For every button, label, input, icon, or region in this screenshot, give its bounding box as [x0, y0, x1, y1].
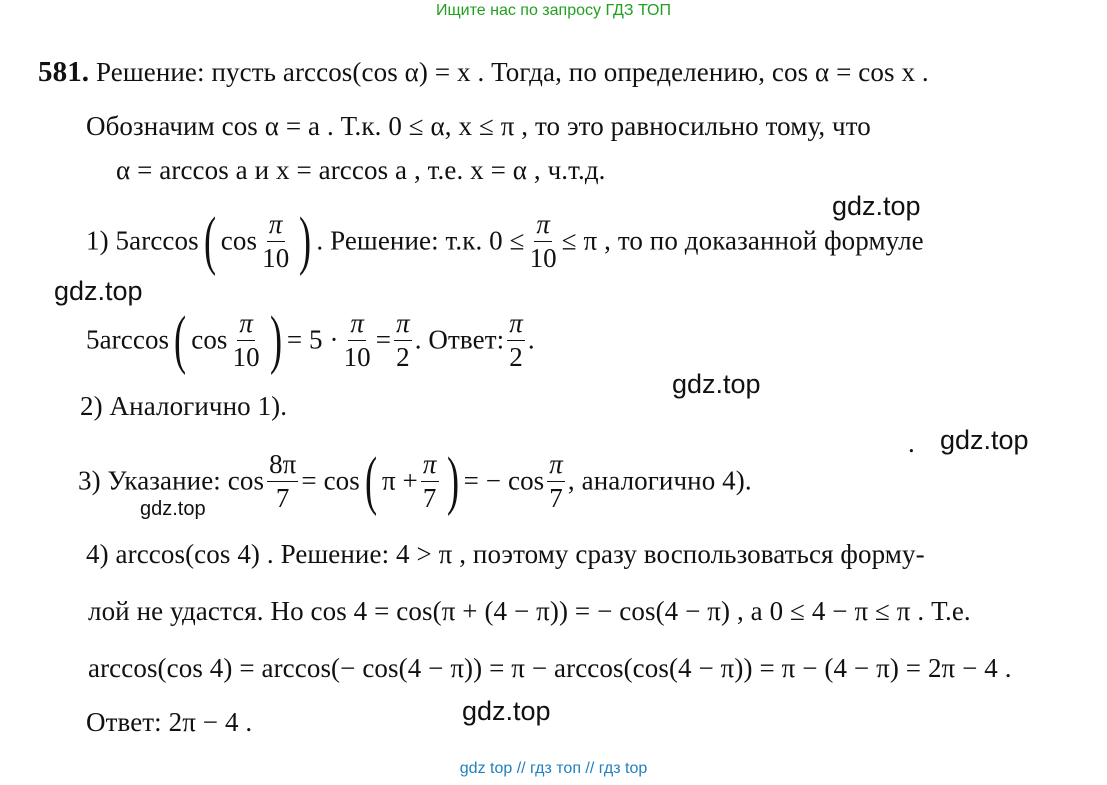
fraction-numerator: π [534, 210, 552, 241]
item-3-text-d: = − cos [463, 465, 545, 496]
item-3-text-e: , аналогично 4). [567, 465, 752, 496]
fraction-pi-over-2 [507, 309, 525, 371]
fraction-8pi-over-7 [267, 450, 298, 512]
fraction-pi-over-7 [421, 450, 439, 512]
item-1-cos: cos [220, 225, 258, 256]
item-4-line-3: arccos(cos 4) = arccos(− cos(4 − π)) = π − arccos(cos(4 − π)) = π − (4 − π) = 2π − 4 . [88, 653, 1012, 683]
fraction-pi-over-10 [528, 210, 559, 272]
fraction-numerator: π [547, 450, 565, 481]
left-paren: ( [174, 303, 187, 376]
answer-line: Ответ: 2π − 4 . [86, 707, 253, 737]
fraction-pi-over-7 [547, 450, 565, 512]
fraction-denominator: 2 [396, 341, 410, 372]
left-paren: ( [364, 444, 377, 517]
fraction-numerator: 8π [267, 450, 298, 481]
fraction-denominator: 7 [275, 482, 290, 513]
fraction-pi-over-2 [394, 309, 412, 371]
fraction-denominator: 10 [343, 341, 371, 372]
watermark-6: gdz.top [462, 696, 551, 726]
fraction-numerator: π [267, 210, 285, 241]
footer-links[interactable]: gdz top // гдз топ // гдз top [459, 760, 648, 777]
right-paren: ) [299, 204, 312, 277]
fraction-denominator: 2 [509, 341, 523, 372]
fraction-numerator: π [237, 309, 255, 340]
fraction-numerator: π [421, 450, 439, 481]
right-paren: ) [269, 303, 282, 376]
item-3-text-b: = cos [301, 465, 360, 496]
fraction-pi-over-10 [260, 210, 291, 272]
item-1-text-a: 1) 5arccos [86, 225, 199, 256]
watermark-1: gdz.top [832, 191, 921, 221]
right-paren: ) [446, 444, 459, 517]
problem-line-2: Обозначим cos α = a . Т.к. 0 ≤ α, x ≤ π , то это равносильно тому, что [86, 111, 871, 141]
watermark-5: gdz.top [140, 498, 206, 520]
problem-number: 581. [38, 56, 90, 88]
item-1-eq-a: 5arccos [86, 324, 170, 355]
item-3-text-a: 3) Указание: cos [78, 465, 265, 496]
left-paren: ( [203, 204, 216, 277]
item-1-text-b: . Решение: т.к. 0 ≤ [316, 225, 525, 256]
fraction-denominator: 10 [232, 341, 260, 372]
fraction-numerator: π [507, 309, 525, 340]
problem-intro-text: Решение: пусть arccos(cos α) = x . Тогда, по определению, cos α = cos x . [96, 57, 929, 87]
stray-dot: . [908, 428, 915, 458]
watermark-3: gdz.top [672, 369, 761, 399]
fraction-numerator: π [394, 309, 412, 340]
item-1-text-c: ≤ π , то по доказанной формуле [561, 225, 924, 256]
item-1-equation [86, 303, 535, 376]
item-3-text-c: π + [381, 465, 418, 496]
watermark-2: gdz.top [54, 276, 143, 306]
fraction-denominator: 10 [529, 242, 557, 273]
fraction-pi-over-10 [342, 309, 373, 371]
fraction-denominator: 7 [549, 482, 563, 513]
item-1-eq-b: = 5 · [286, 324, 339, 355]
item-1-eq-e: . [527, 324, 535, 355]
problem-intro-line [38, 58, 929, 87]
problem-line-3: α = arccos a и x = arccos a , т.е. x = α , ч.т.д. [116, 155, 606, 185]
item-2-line: 2) Аналогично 1). [80, 391, 288, 421]
watermark-4: gdz.top [940, 425, 1029, 455]
item-1-eq-c: = [375, 324, 392, 355]
search-hint-link[interactable]: Ищите нас по запросу ГДЗ ТОП [436, 2, 671, 19]
fraction-denominator: 7 [422, 482, 437, 513]
item-4-line-2: лой не удастся. Но cos 4 = cos(π + (4 − π)) = − cos(4 − π) , а 0 ≤ 4 − π ≤ π . Т.е. [88, 596, 971, 626]
fraction-denominator: 10 [262, 242, 290, 273]
fraction-pi-over-10 [231, 309, 262, 371]
item-1-eq-d: . Ответ: [414, 324, 505, 355]
item-4-line-1: 4) arccos(cos 4) . Решение: 4 > π , поэтому сразу воспользоваться форму- [86, 539, 925, 569]
fraction-numerator: π [348, 309, 366, 340]
item-1-eq-cos: cos [191, 324, 228, 355]
